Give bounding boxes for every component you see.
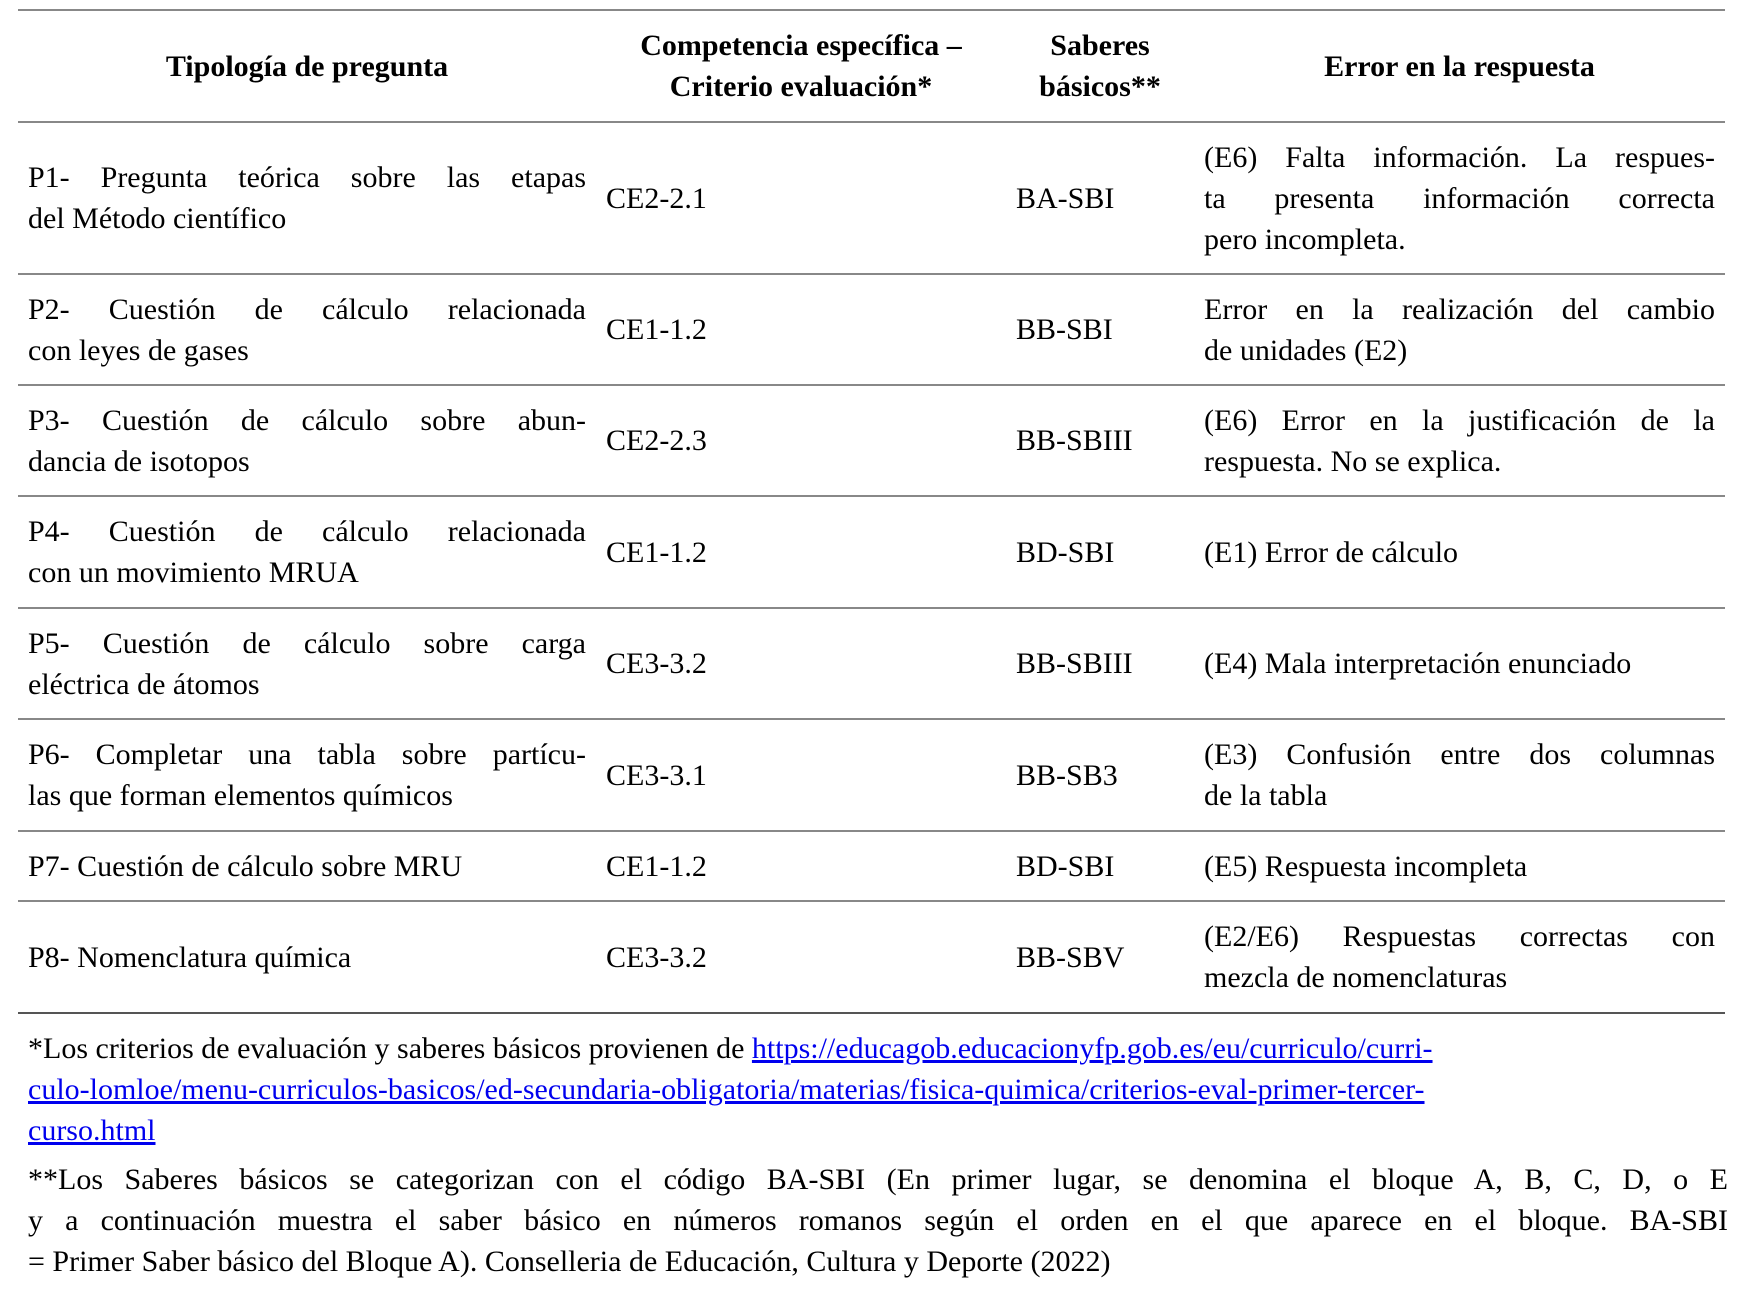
- cell-line: P6- Completar una tabla sobre partícu-: [28, 738, 586, 771]
- cell-line: P4- Cuestión de cálculo relacionada: [28, 515, 586, 548]
- footnote-text: *Los criterios de evaluación y saberes básicos provienen de: [28, 1032, 752, 1065]
- cell-line: (E6) Falta información. La respues-: [1204, 140, 1715, 174]
- cell-line: P8- Nomenclatura química: [28, 940, 352, 974]
- cell-saberes: BD-SBI: [1006, 831, 1194, 901]
- cell-tipologia: [18, 385, 596, 496]
- footnote-line: [28, 1028, 1728, 1069]
- table-row: [18, 608, 1725, 719]
- cell-saberes: BB-SBIII: [1006, 385, 1194, 496]
- cell-line: con leyes de gases: [28, 333, 249, 367]
- cell-line: básicos**: [1039, 70, 1161, 103]
- cell-saberes: BD-SBI: [1006, 496, 1194, 608]
- cell-line: (E4) Mala interpretación enunciado: [1204, 647, 1632, 680]
- cell-line: de unidades (E2): [1204, 333, 1408, 367]
- cell-line: dancia de isotopos: [28, 444, 250, 478]
- cell-tipologia: [18, 719, 596, 831]
- cell-line: mezcla de nomenclaturas: [1204, 961, 1508, 994]
- cell-line: las que forman elementos químicos: [28, 779, 453, 812]
- footnote-line: [28, 1110, 1728, 1151]
- footnote-line: = Primer Saber básico del Bloque A). Conselleria de Educación, Cultura y Deporte (2022): [28, 1245, 1111, 1278]
- cell-competencia: CE1-1.2: [596, 274, 1006, 385]
- header-tipologia: [18, 10, 596, 122]
- cell-saberes: BB-SBI: [1006, 274, 1194, 385]
- table-row: [18, 901, 1725, 1013]
- table-row: [18, 274, 1725, 385]
- cell-line: eléctrica de átomos: [28, 667, 260, 701]
- cell-saberes: BB-SBIII: [1006, 608, 1194, 719]
- cell-error: [1194, 608, 1725, 719]
- table-body: [18, 122, 1725, 1013]
- table-row: [18, 719, 1725, 831]
- cell-line: P3- Cuestión de cálculo sobre abun-: [28, 403, 586, 437]
- cell-error: [1194, 385, 1725, 496]
- source-link[interactable]: culo-lomloe/menu-curriculos-basicos/ed-secundaria-obligatoria/materias/fisica-quimica/criterios-eval-primer-tercer-: [28, 1073, 1425, 1106]
- source-link[interactable]: https://educagob.educacionyfp.gob.es/eu/curriculo/curri-: [751, 1032, 1433, 1065]
- cell-line: P2- Cuestión de cálculo relacionada: [28, 292, 586, 326]
- cell-line: (E3) Confusión entre dos columnas: [1204, 738, 1715, 771]
- cell-competencia: CE2-2.3: [596, 385, 1006, 496]
- footnote-line: [28, 1069, 1728, 1110]
- footnote-line: y a continuación muestra el saber básico en números romanos según el orden en el que aparece en el bloque. BA-SBI: [28, 1204, 1728, 1237]
- cell-line: Criterio evaluación*: [669, 70, 933, 103]
- cell-line: Tipología de pregunta: [165, 49, 449, 83]
- cell-competencia: CE3-3.1: [596, 719, 1006, 831]
- cell-tipologia: [18, 831, 596, 901]
- cell-tipologia: [18, 496, 596, 608]
- header-saberes: [1006, 10, 1194, 122]
- header-error: [1194, 10, 1725, 122]
- cell-error: [1194, 719, 1725, 831]
- cell-competencia: CE1-1.2: [596, 831, 1006, 901]
- cell-line: (E5) Respuesta incompleta: [1204, 849, 1528, 883]
- cell-error: [1194, 901, 1725, 1013]
- cell-line: (E2/E6) Respuestas correctas con: [1204, 920, 1715, 953]
- table-row: [18, 385, 1725, 496]
- cell-error: [1194, 831, 1725, 901]
- cell-line: pero incompleta.: [1204, 222, 1406, 256]
- source-link[interactable]: curso.html: [28, 1114, 156, 1147]
- cell-line: Error en la realización del cambio: [1204, 292, 1715, 326]
- cell-line: Error en la respuesta: [1324, 49, 1595, 83]
- header-competencia: [596, 10, 1006, 122]
- cell-saberes: BA-SBI: [1006, 122, 1194, 274]
- cell-saberes: BB-SB3: [1006, 719, 1194, 831]
- cell-competencia: CE3-3.2: [596, 901, 1006, 1013]
- cell-line: P7- Cuestión de cálculo sobre MRU: [28, 849, 463, 883]
- cell-line: (E1) Error de cálculo: [1204, 535, 1459, 569]
- cell-line: con un movimiento MRUA: [28, 556, 359, 589]
- cell-error: [1194, 274, 1725, 385]
- cell-tipologia: [18, 608, 596, 719]
- footnote-saberes: [28, 1159, 1728, 1282]
- table-row: [18, 831, 1725, 901]
- cell-competencia: CE2-2.1: [596, 122, 1006, 274]
- cell-line: respuesta. No se explica.: [1204, 444, 1502, 478]
- errors-table: [18, 9, 1725, 1014]
- cell-error: [1194, 496, 1725, 608]
- cell-competencia: CE3-3.2: [596, 608, 1006, 719]
- table-row: [18, 122, 1725, 274]
- cell-tipologia: [18, 122, 596, 274]
- cell-saberes: BB-SBV: [1006, 901, 1194, 1013]
- cell-line: Saberes: [1050, 29, 1150, 62]
- cell-line: P1- Pregunta teórica sobre las etapas: [28, 161, 586, 194]
- cell-tipologia: [18, 274, 596, 385]
- cell-competencia: CE1-1.2: [596, 496, 1006, 608]
- table-header-row: [18, 10, 1725, 122]
- cell-line: ta presenta información correcta: [1204, 181, 1715, 215]
- cell-error: [1194, 122, 1725, 274]
- cell-line: del Método científico: [28, 202, 287, 235]
- footnote-criterios: [28, 1028, 1728, 1151]
- cell-line: de la tabla: [1204, 779, 1328, 812]
- footnote-line: **Los Saberes básicos se categorizan con el código BA-SBI (En primer lugar, se denomina el bloque A, B, C, D, o E: [28, 1163, 1728, 1196]
- cell-line: P5- Cuestión de cálculo sobre carga: [28, 626, 586, 660]
- table-row: [18, 496, 1725, 608]
- cell-tipologia: [18, 901, 596, 1013]
- cell-line: Competencia específica –: [640, 29, 962, 62]
- cell-line: (E6) Error en la justificación de la: [1204, 403, 1715, 437]
